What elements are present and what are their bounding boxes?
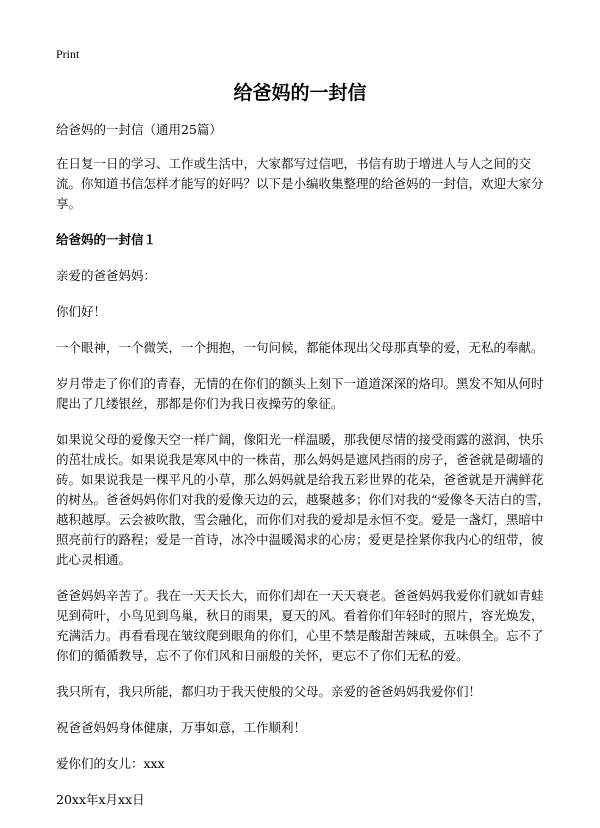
signature: 爱你们的女儿：xxx bbox=[56, 756, 165, 771]
intro-paragraph: 在日复一日的学习、工作或生活中，大家都写过信吧，书信有助于增进人与人之间的交流。你知道书信怎样才能写的好吗？以下是小编收集整理的给爸妈的一封信，欢迎大家分享。 bbox=[56, 156, 544, 211]
letter-paragraph: 岁月带走了你们的青春，无情的在你们的额头上刻下一道道深深的烙印。黑发不知从何时爬出了几缕银丝，那都是你们为我日夜操劳的象征。 bbox=[56, 376, 544, 411]
letter-paragraph: 爸爸妈妈辛苦了。我在一天天长大，而你们却在一天天衰老。爸爸妈妈我爱你们就如青蛙见到荷叶，小鸟见到鸟巢，秋日的雨果，夏天的风。看着你们年轻时的照片，容光焕发，充满活力。再看看现在皱纹爬到眼角的你们，心里不禁是酸甜苦辣咸，五味俱全。忘不了你们的循循教导，忘不了你们风和日丽般的关怀，更忘不了你们无私的爱。 bbox=[56, 588, 544, 663]
salutation: 亲爱的爸爸妈妈： bbox=[56, 268, 157, 283]
document-body bbox=[56, 120, 550, 826]
document-subtitle: 给爸妈的一封信（通用25篇） bbox=[56, 122, 222, 137]
letter-paragraph: 我只所有，我只所能，都归功于我天使般的父母。亲爱的爸爸妈妈我爱你们！ bbox=[56, 684, 482, 699]
letter-paragraph: 如果说父母的爱像天空一样广阔，像阳光一样温暖，那我便尽情的接受雨露的滋润，快乐的茁壮成长。如果说我是寒风中的一株苗，那么妈妈是遮风挡雨的房子，爸爸就是砌墙的砖。如果说我是一棵平凡的小草，那么妈妈就是给我五彩世界的花朵，爸爸就是开满鲜花的树丛。爸爸妈妈你们对我的爱像天边的云，越聚越多；你们对我的“爱像冬天洁白的雪，越积越厚。云会被吹散，雪会融化，而你们对我的爱却是永恒不变。爱是一盏灯，黑暗中照亮前行的路程；爱是一首诗，冰冷中温暖渴求的心房；爱更是拴紧你我内心的纽带，彼此心灵相通。 bbox=[56, 432, 550, 567]
closing-wish: 祝爸爸妈妈身体健康，万事如意，工作顺利！ bbox=[56, 720, 307, 735]
letter-paragraph: 一个眼神，一个微笑，一个拥抱，一句问候，都能体现出父母那真挚的爱，无私的奉献。 bbox=[56, 340, 544, 355]
page-title: 给爸妈的一封信 bbox=[233, 82, 367, 104]
date: 20xx年x月xx日 bbox=[56, 792, 145, 807]
section-heading: 给爸妈的一封信１ bbox=[56, 232, 157, 247]
print-link[interactable]: Print bbox=[56, 47, 80, 61]
greeting: 你们好！ bbox=[56, 304, 107, 319]
